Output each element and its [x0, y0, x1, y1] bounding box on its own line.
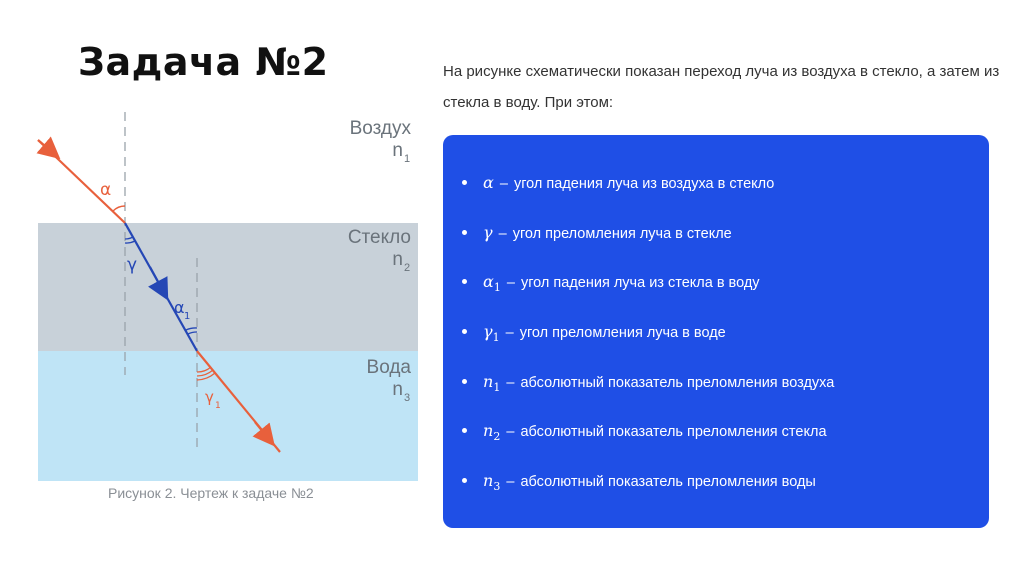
incident-ray-arrow	[38, 140, 52, 152]
medium-index-glass: n	[392, 249, 403, 270]
problem-intro: На рисунке схематически показан переход луча из воздуха в стекло, а затем из стекла в воду. При этом:	[443, 63, 1000, 111]
definitions-list	[443, 173, 834, 521]
definition-text: угол преломления луча в стекле	[512, 225, 732, 242]
angle-label-alpha: α	[100, 180, 112, 200]
figure-caption: Рисунок 2. Чертеж к задаче №2	[108, 485, 314, 501]
definition-item: γ – угол преломления луча в стекле	[443, 223, 834, 273]
medium-index-air: n	[392, 140, 403, 161]
angle-arc-alpha	[113, 206, 125, 211]
definition-item: $\alpha_1$ – угол падения луча из стекла в воду	[443, 272, 834, 322]
definition-symbol: $n_3$	[483, 471, 501, 494]
medium-index-water-sub: 3	[404, 392, 411, 404]
definition-symbol: $\gamma_1$	[483, 322, 500, 345]
definition-symbol: α	[483, 173, 494, 192]
definition-item: $\gamma_1$ – угол преломления луча в воде	[443, 322, 834, 372]
medium-label-glass: Стекло	[347, 227, 411, 248]
water-layer	[38, 351, 418, 481]
definition-text: угол преломления луча в воде	[519, 325, 726, 342]
medium-label-air: Воздух	[349, 118, 411, 139]
definition-item: $n_1$ – абсолютный показатель преломления воздуха	[443, 372, 834, 422]
medium-index-air-sub: 1	[404, 153, 411, 165]
definition-symbol: $n_2$	[483, 421, 501, 444]
definition-text: угол падения луча из воздуха в стекло	[513, 176, 775, 192]
angle-label-gamma1: γ	[205, 388, 214, 406]
definition-item: $n_2$ – абсолютный показатель преломления стекла	[443, 421, 834, 471]
medium-label-water: Вода	[366, 357, 411, 378]
slide-title: Задача №2	[78, 40, 329, 84]
medium-index-water: n	[392, 379, 403, 400]
angle-label-alpha1-sub: 1	[184, 311, 191, 322]
medium-index-glass-sub: 2	[404, 262, 411, 274]
definition-text: абсолютный показатель преломления воздуха	[520, 374, 835, 391]
definition-symbol: $n_1$	[483, 371, 501, 394]
angle-label-gamma1-sub: 1	[215, 401, 221, 411]
definition-text: абсолютный показатель преломления стекла	[520, 424, 827, 441]
angle-label-alpha1: α	[174, 298, 185, 317]
definition-item: $n_3$ – абсолютный показатель преломления воды	[443, 471, 834, 521]
definition-text: абсолютный показатель преломления воды	[520, 474, 816, 491]
definition-symbol: $\alpha_1$	[483, 272, 501, 295]
angle-label-gamma: γ	[127, 255, 138, 275]
definitions-card	[443, 135, 989, 528]
definition-symbol: γ	[483, 222, 493, 242]
definition-text: угол падения луча из стекла в воду	[520, 275, 760, 292]
refraction-diagram	[0, 100, 430, 485]
definition-item: α – угол падения луча из воздуха в стекло	[443, 173, 834, 223]
